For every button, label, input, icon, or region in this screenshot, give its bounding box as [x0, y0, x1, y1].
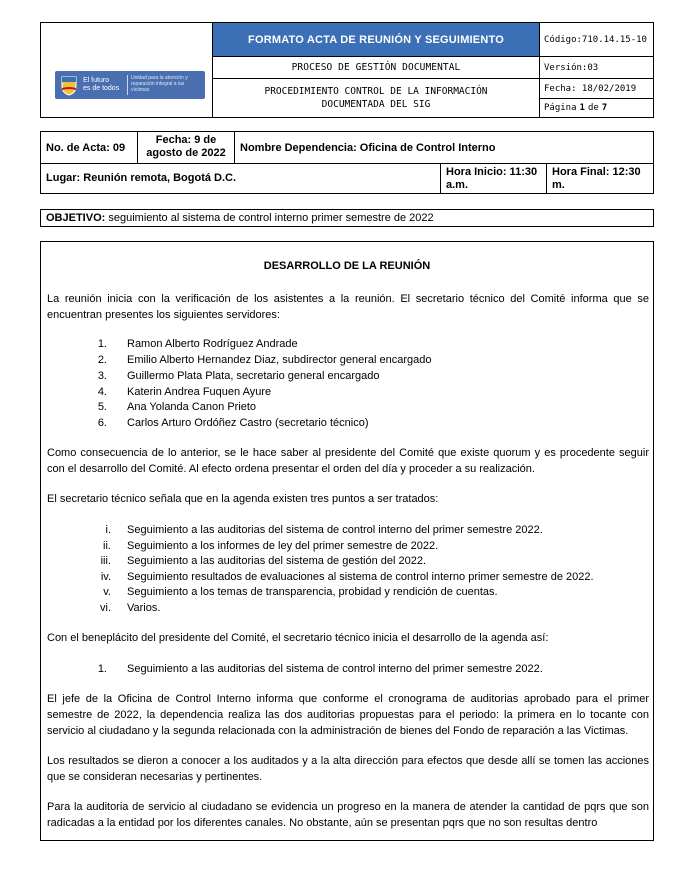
agenda-development-item: 1. Seguimiento a las auditorias del sistema de control interno del primer semestre 2022. — [97, 663, 543, 675]
logo-divider — [127, 75, 128, 95]
document-header — [40, 22, 654, 118]
meeting-place: Lugar: Reunión remota, Bogotá D.C. — [41, 164, 441, 193]
header-meta — [540, 23, 653, 117]
agenda-item: v. Seguimiento a los temas de transparencia, probidad y rendición de cuentas. — [103, 586, 498, 598]
meeting-development — [40, 241, 654, 841]
page-indicator: Página 1 de 7 — [544, 103, 608, 113]
form-title: FORMATO ACTA DE REUNIÓN Y SEGUIMIENTO — [213, 23, 539, 57]
agenda-item: iii. Seguimiento a las auditorias del sistema de gestión del 2022. — [100, 555, 427, 567]
jefe-paragraph: El jefe de la Oficina de Control Interno informa que conforme el cronograma de auditorias aprobado para el primer semestre de 2022, la dependencia realiza las dos auditorias propuestas para el periodo: la primera en lo tocante con servicio al ciudadano y la segunda relacionada con la administración de bienes del Fondo de reparación a las Victimas. — [47, 693, 649, 737]
acta-number: No. de Acta: 09 — [41, 132, 138, 164]
agenda-item: i. Seguimiento a las auditorias del sistema de control interno del primer semestre 2022. — [105, 524, 543, 536]
resultados-paragraph: Los resultados se dieron a conocer a los auditados y a la alta dirección para efectos que desde allí se tomen las acciones que se consideran necesarias y pertinentes. — [47, 755, 649, 783]
dependency-name: Nombre Dependencia: Oficina de Control Interno — [235, 132, 653, 164]
document-version: Versión:03 — [540, 57, 653, 79]
attendee-item: 4. Katerin Andrea Fuquen Ayure — [97, 386, 272, 398]
process-name: PROCESO DE GESTIÓN DOCUMENTAL — [213, 57, 539, 79]
meeting-date: Fecha: 9 de agosto de 2022 — [138, 132, 235, 164]
procedure-name: PROCEDIMIENTO CONTROL DE LA INFORMACIÓN DOCUMENTADA DEL SIG — [264, 86, 488, 110]
objective-label: OBJETIVO: — [46, 212, 106, 224]
logo-slogan: El futuro es de todos — [83, 77, 120, 92]
attendee-item: 2. Emilio Alberto Hernandez Diaz, subdirector general encargado — [97, 354, 432, 366]
logo-tagline: Unidad para la atención y reparación integral a las víctimas — [131, 75, 188, 93]
document-date: Fecha: 18/02/2019 — [540, 79, 653, 99]
section-title: DESARROLLO DE LA REUNIÓN — [263, 260, 431, 272]
coat-of-arms-icon — [59, 74, 79, 96]
objective-row — [40, 209, 654, 227]
intro-paragraph: La reunión inicia con la verificación de los asistentes a la reunión. El secretario técnico del Comité informa que se encuentran presentes los siguientes servidores: — [47, 293, 649, 321]
attendee-item: 3. Guillermo Plata Plata, secretario general encargado — [97, 370, 380, 382]
agenda-item: ii. Seguimiento a los informes de ley del primer semestre de 2022. — [103, 540, 439, 552]
logo-cell — [41, 23, 213, 117]
end-time: Hora Final: 12:30 m. — [552, 166, 641, 191]
attendee-item: 5. Ana Yolanda Canon Prieto — [97, 401, 257, 413]
agenda-item: vi. Varios. — [100, 602, 161, 614]
agenda-item: iv. Seguimiento resultados de evaluaciones al sistema de control interno primer semestre de 2022. — [100, 571, 594, 583]
document-code: Código:710.14.15-10 — [540, 23, 653, 57]
quorum-paragraph: Como consecuencia de lo anterior, se le hace saber al presidente del Comité que existe quorum y es procedente seguir con el desarrollo del Comité. Al efecto ordena presentar el orden del día y proceder a su realización. — [47, 447, 649, 475]
attendee-item: 1. Ramon Alberto Rodríguez Andrade — [97, 338, 298, 350]
agenda-intro: El secretario técnico señala que en la agenda existen tres puntos a ser tratados: — [47, 493, 439, 505]
start-time: Hora Inicio: 11:30 a.m. — [441, 164, 547, 193]
meeting-info-table — [40, 131, 654, 194]
beneplacito-paragraph: Con el beneplácito del presidente del Comité, el secretario técnico inicia el desarrollo de la agenda así: — [47, 632, 549, 644]
objective-text: seguimiento al sistema de control interno primer semestre de 2022 — [105, 212, 434, 224]
attendee-item: 6. Carlos Arturo Ordóñez Castro (secretario técnico) — [97, 417, 369, 429]
entity-logo — [55, 71, 205, 99]
pqrs-paragraph: Para la auditoria de servicio al ciudadano se evidencia un progreso en la manera de atender la cantidad de pqrs que son radicadas a la entidad por los diferentes canales. No obstante, aún se presentan pqrs que no son resultas dentro — [47, 801, 649, 829]
header-center — [213, 23, 540, 117]
